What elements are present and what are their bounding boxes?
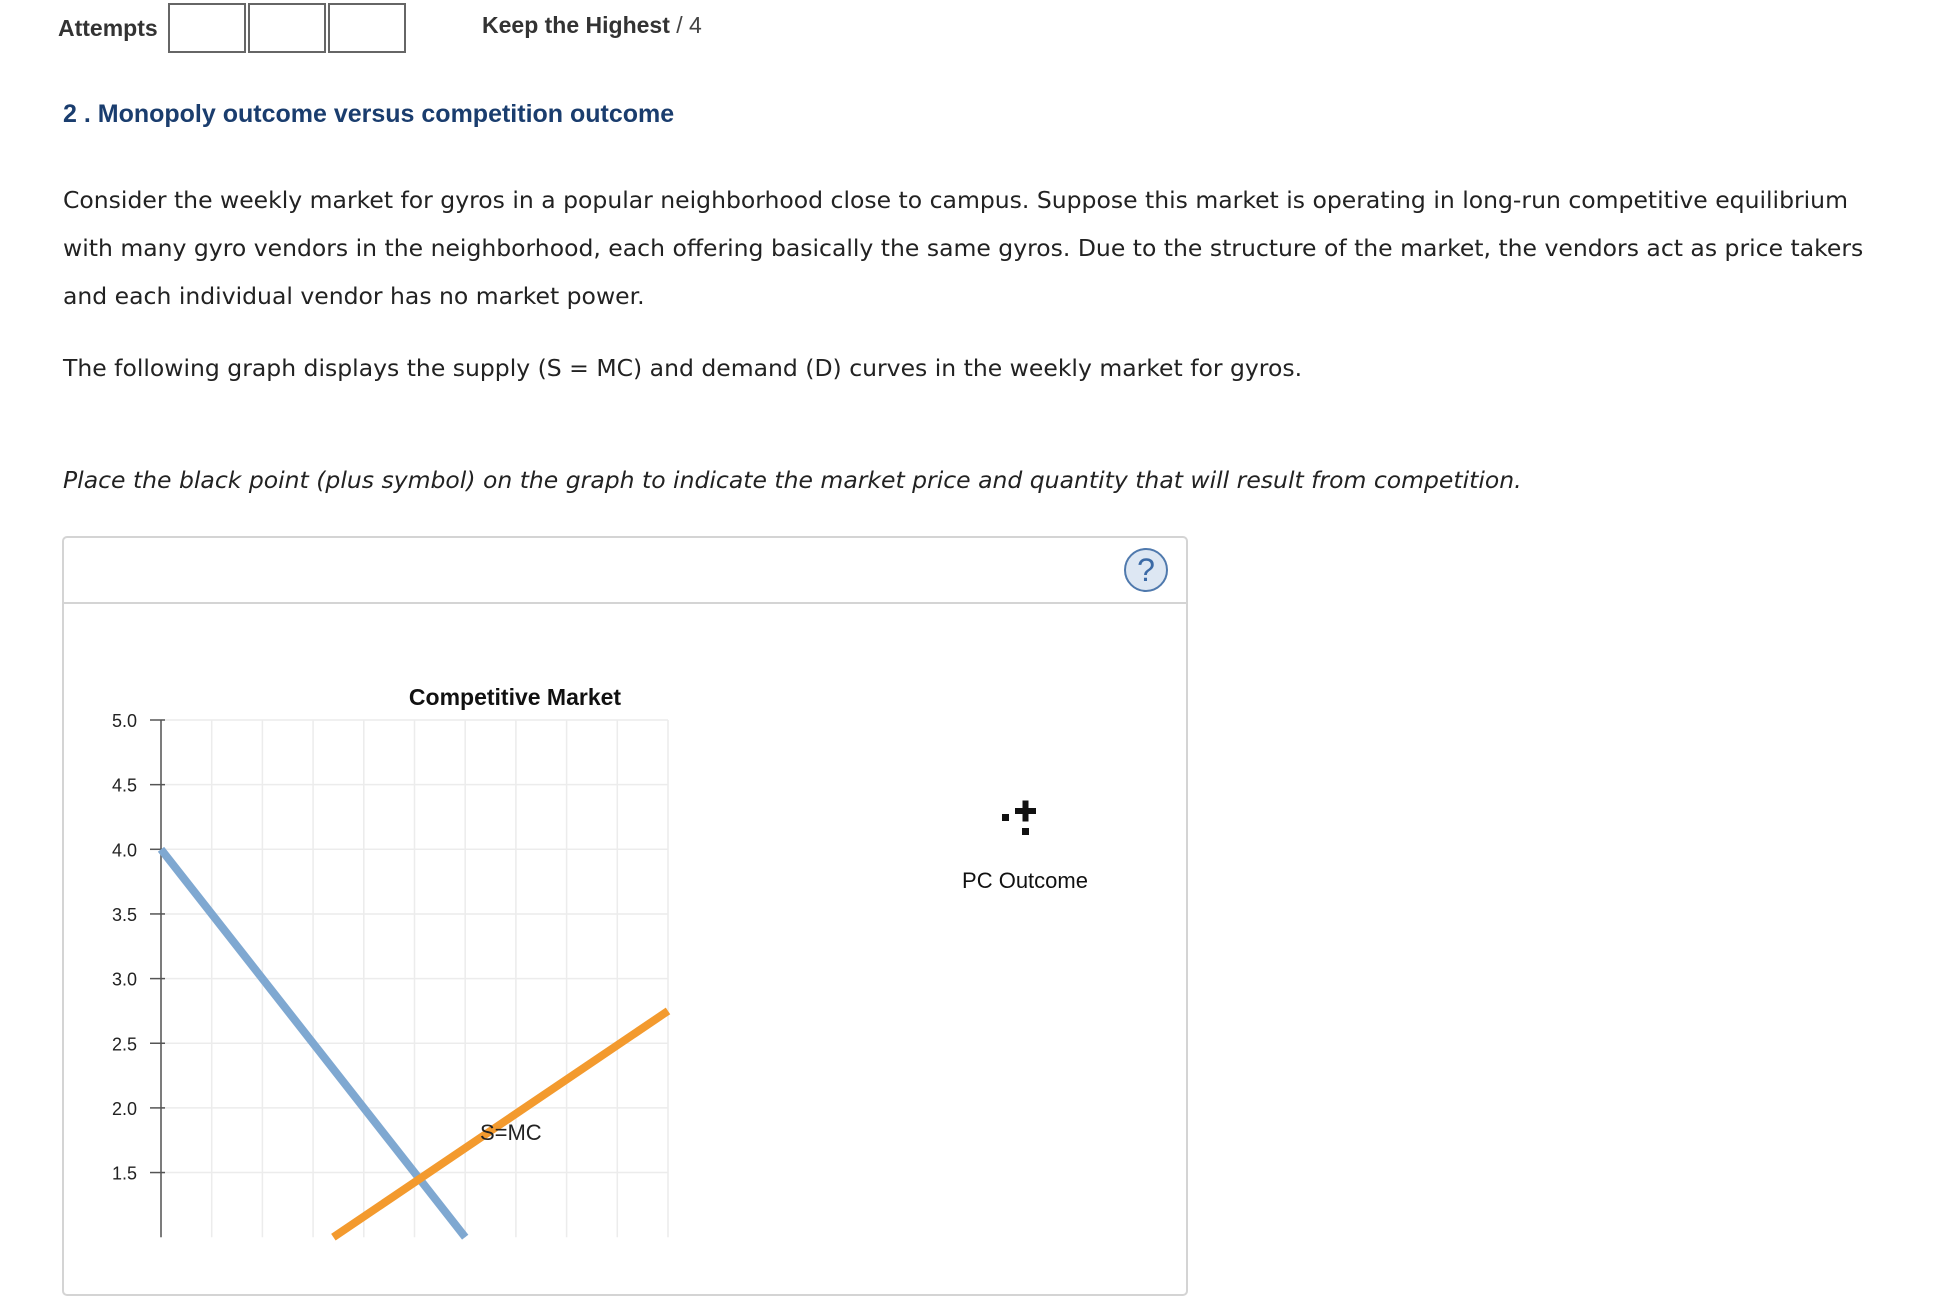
chart-y-ticks [112, 711, 165, 1237]
y-tick-label: 2.0 [111, 1098, 137, 1119]
chart-annotations [480, 1120, 542, 1145]
plus-icon [1015, 801, 1036, 822]
y-tick-label: 3.5 [111, 904, 137, 925]
attempt-box [248, 3, 326, 53]
help-icon[interactable]: ? [1124, 548, 1168, 592]
question-paragraph-1: Consider the weekly market for gyros in a popular neighborhood close to campus. Suppose this market is operating in long-run competitive equilibrium with many gyro vendors in the neighborhood, each offering basically the same gyros. Due to the structure of the market, the vendors act as price takers and each individual vendor has no market power. [63, 186, 1864, 310]
attempt-boxes [168, 3, 408, 53]
attempt-box [168, 3, 246, 53]
attempt-box [328, 3, 406, 53]
series-label-s-mc: S=MC [479, 1120, 542, 1146]
tool-handle-left [1002, 814, 1009, 821]
y-tick-label: 4.5 [111, 775, 137, 796]
y-tick-label: 1.5 [111, 1163, 137, 1184]
y-tick-label: 4.0 [111, 840, 137, 861]
chart-grid [161, 720, 668, 1237]
graph-instruction: Place the black point (plus symbol) on the graph to indicate the market price and quantity that will result from competition. [63, 466, 1522, 494]
y-tick-label: 2.5 [111, 1034, 137, 1055]
y-tick-label: 5.0 [111, 711, 137, 731]
chart-title: Competitive Market [408, 684, 622, 710]
question-paragraph-2: The following graph displays the supply (S = MC) and demand (D) curves in the weekly market for gyros. [63, 354, 1303, 382]
graph-panel [62, 536, 1188, 1296]
keep-highest [482, 12, 702, 39]
competitive-market-chart[interactable] [64, 538, 1186, 1258]
question-title: 2 . Monopoly outcome versus competition outcome [63, 100, 675, 128]
pc-outcome-label: PC Outcome [962, 868, 1088, 893]
tool-handle-bottom [1022, 828, 1029, 835]
attempts-bar [58, 0, 408, 56]
keep-highest-label: Keep the Highest [482, 12, 670, 38]
y-tick-label: 3.0 [111, 969, 137, 990]
pc-outcome-tool[interactable] [962, 801, 1088, 894]
attempts-label: Attempts [58, 14, 158, 41]
keep-highest-value: / 4 [676, 12, 702, 38]
